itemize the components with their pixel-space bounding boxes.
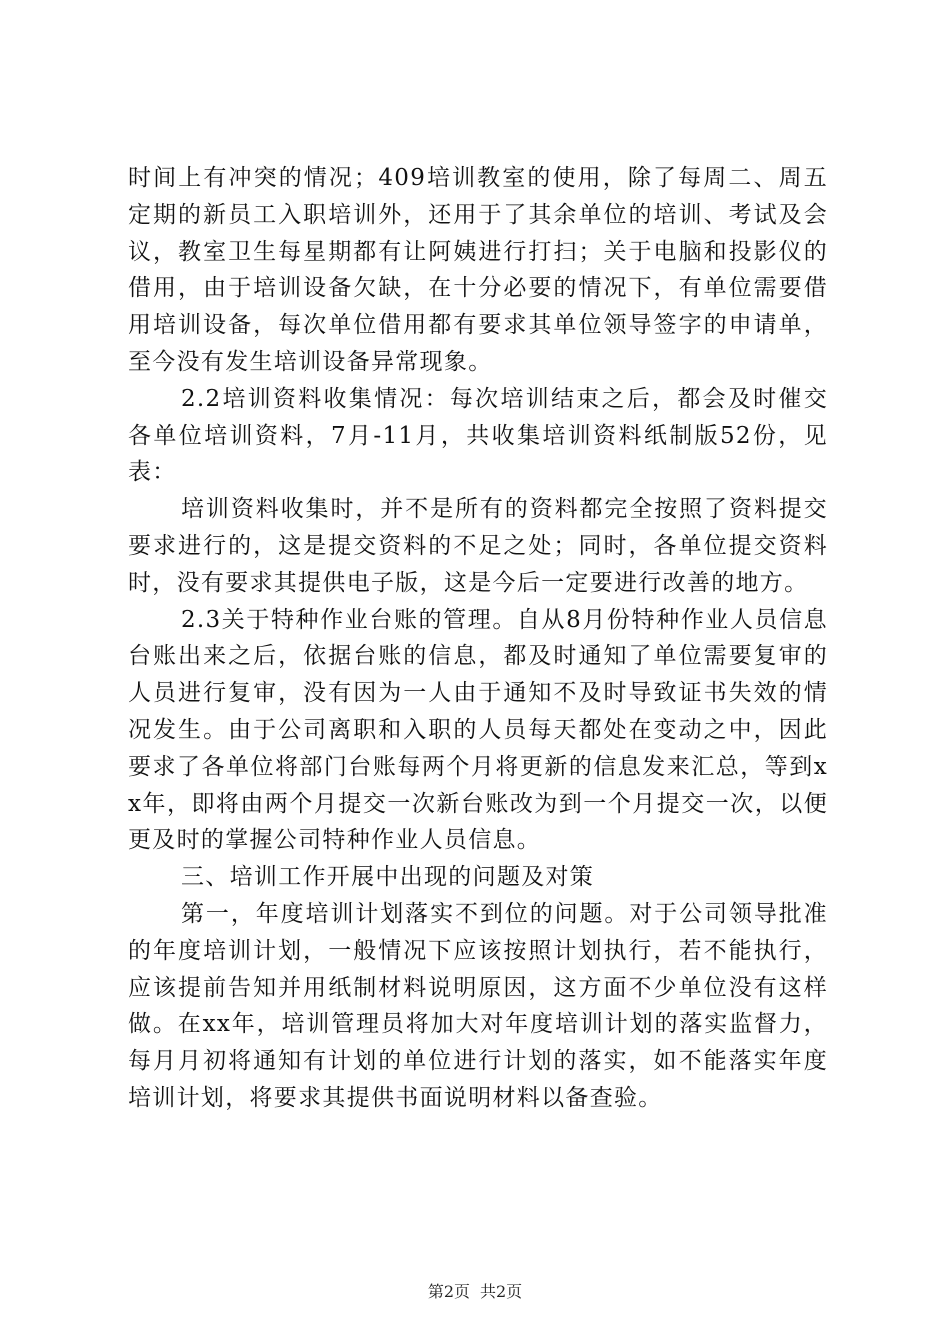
paragraph-training-room-usage: 时间上有冲突的情况；409培训教室的使用，除了每周二、周五定期的新员工入职培训外，还用于了其余单位的培训、考试及会议，教室卫生每星期都有让阿姨进行打扫；关于电脑和投影仪的借用，由于培训设备欠缺，在十分必要的情况下，有单位需要借用培训设备，每次单位借用都有要求其单位领导签字的申请单，至今没有发生培训设备异常现象。 xyxy=(128,165,828,375)
paragraph-special-operations-ledger: 2.3关于特种作业台账的管理。自从8月份特种作业人员信息台账出来之后，依据台账的信息，都及时通知了单位需要复审的人员进行复审，没有因为一人由于通知不及时导致证书失效的情况发生。由于公司离职和入职的人员每天都处在变动之中，因此要求了各单位将部门台账每两个月将更新的信息发来汇总，等到xx年，即将由两个月提交一次新台账改为到一个月提交一次，以便更及时的掌握公司特种作业人员信息。 xyxy=(128,606,828,854)
section-heading-problems: 三、培训工作开展中出现的问题及对策 xyxy=(181,864,595,891)
page-number: 第2页 xyxy=(427,1282,470,1301)
page-footer xyxy=(0,1282,950,1302)
paragraph-materials-shortcomings: 培训资料收集时，并不是所有的资料都完全按照了资料提交要求进行的，这是提交资料的不足之处；同时，各单位提交资料时，没有要求其提供电子版，这是今后一定要进行改善的地方。 xyxy=(128,496,828,596)
paragraph-annual-plan-issue: 第一，年度培训计划落实不到位的问题。对于公司领导批准的年度培训计划，一般情况下应该按照计划执行，若不能执行，应该提前告知并用纸制材料说明原因，这方面不少单位没有这样做。在xx年，培训管理员将加大对年度培训计划的落实监督力，每月月初将通知有计划的单位进行计划的落实，如不能落实年度培训计划，将要求其提供书面说明材料以备查验。 xyxy=(128,900,828,1111)
paragraph-materials-collection: 2.2培训资料收集情况：每次培训结束之后，都会及时催交各单位培训资料，7月-11月，共收集培训资料纸制版52份，见表： xyxy=(128,385,828,486)
page-total: 共2页 xyxy=(480,1282,523,1301)
document-body xyxy=(128,160,828,1117)
